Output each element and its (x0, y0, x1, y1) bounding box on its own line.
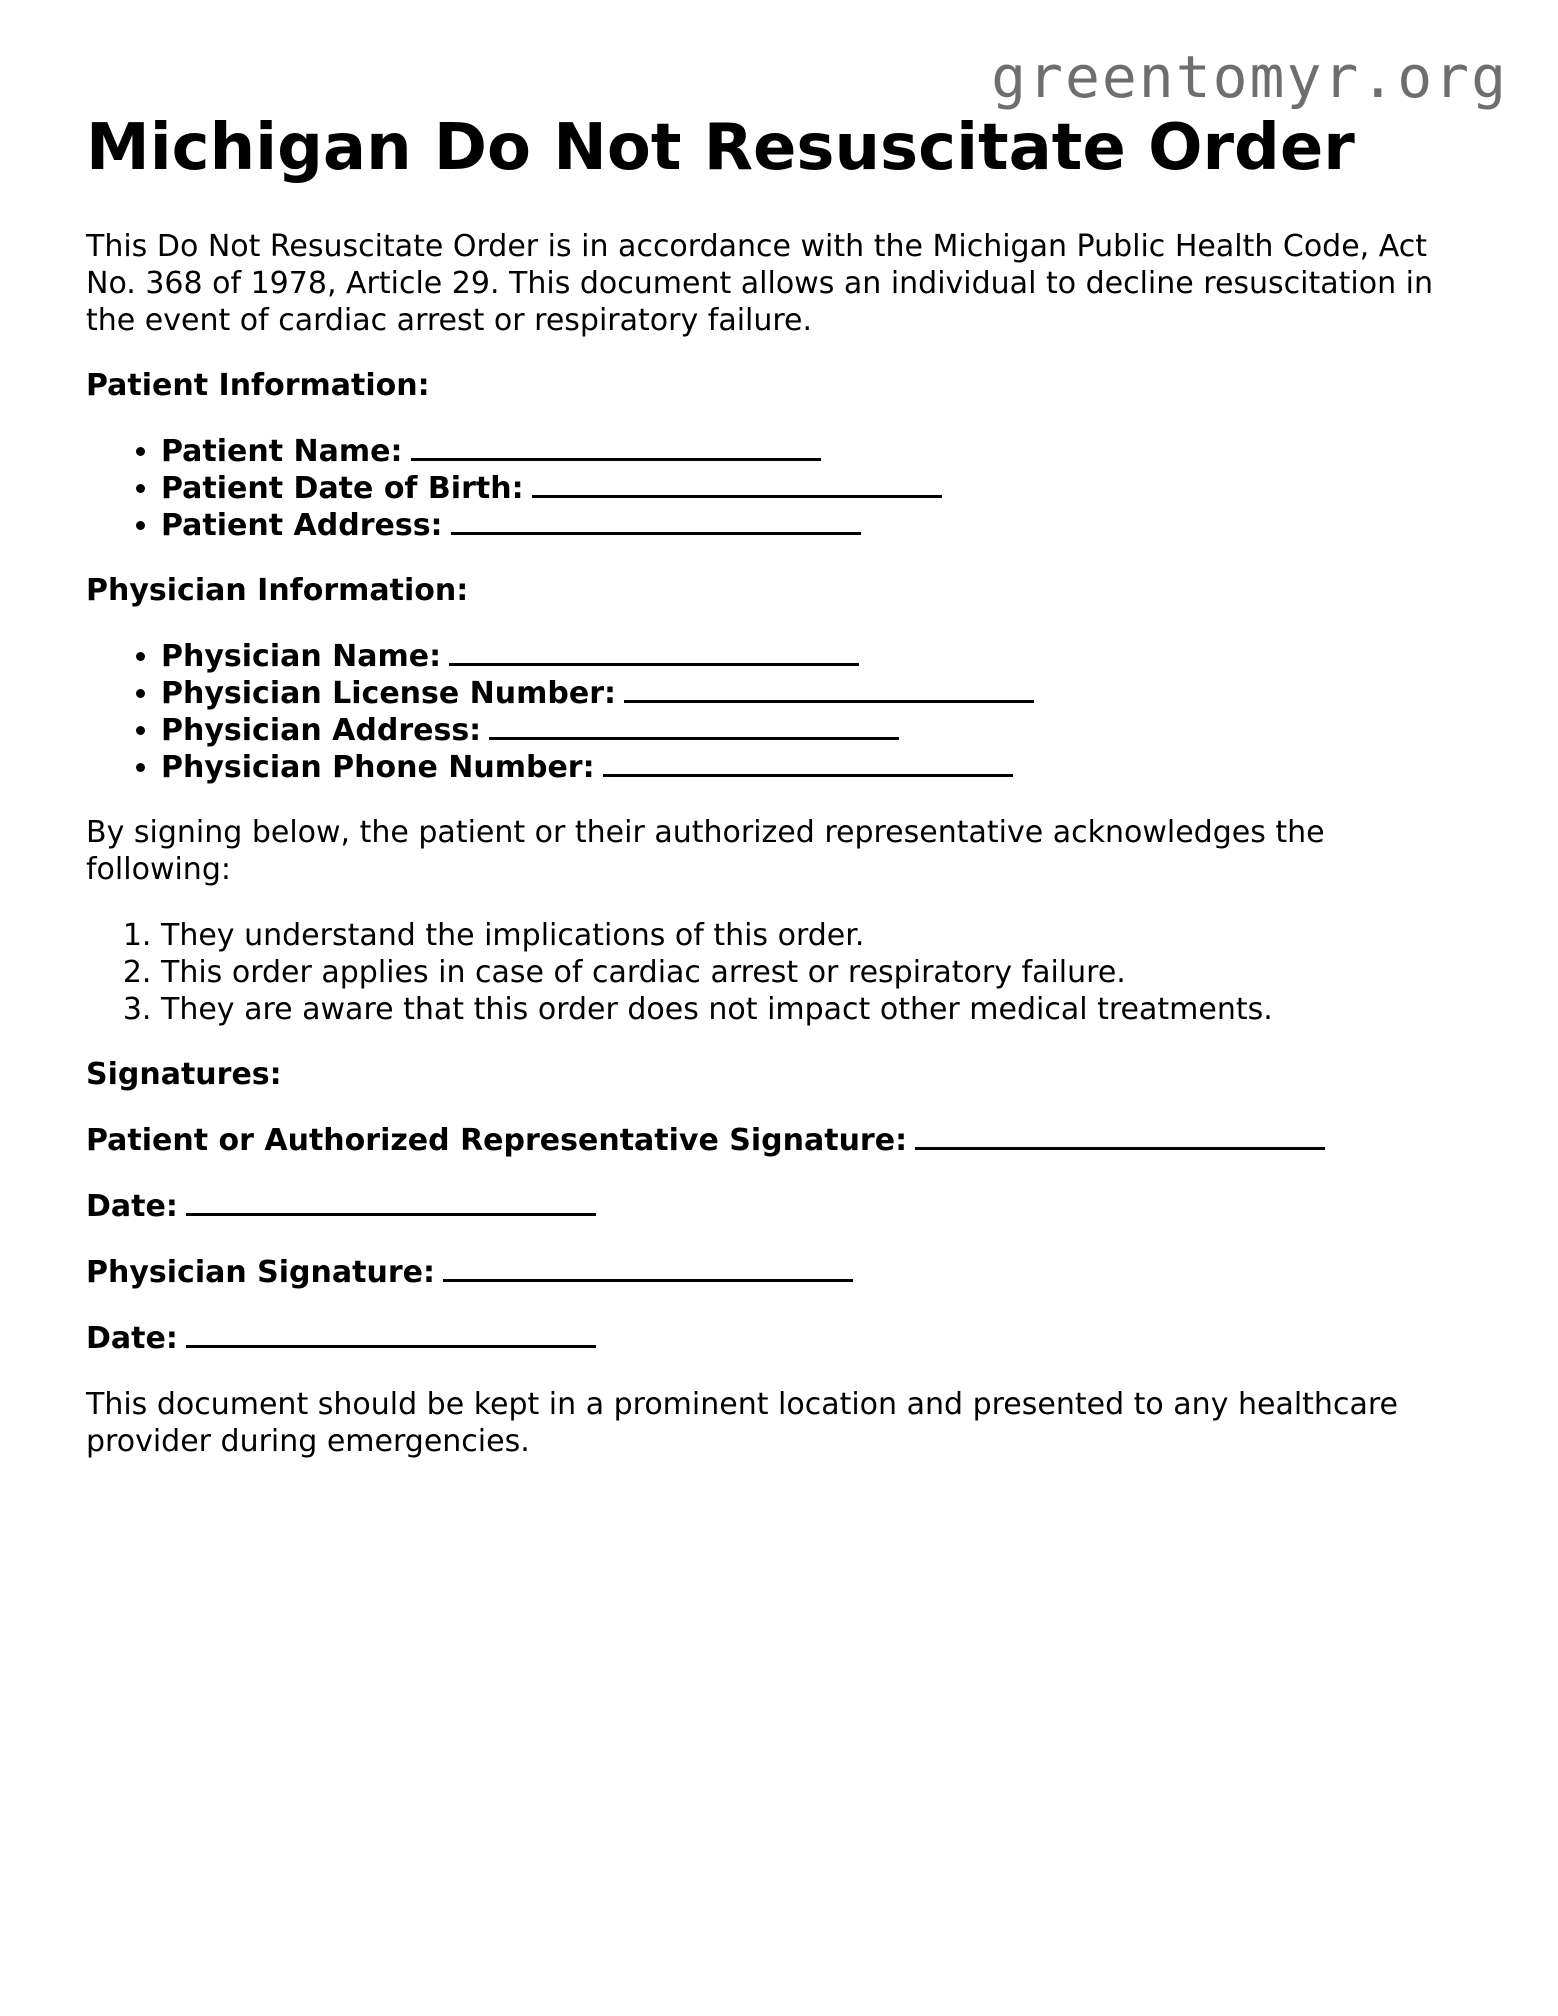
document-page (86, 108, 1486, 1460)
physician-signature-blank (443, 1254, 853, 1282)
physician-address-blank (489, 712, 899, 740)
document-title: Michigan Do Not Resuscitate Order (86, 111, 1355, 185)
field-label: Patient Address: (161, 508, 443, 543)
patient-date-blank (186, 1188, 596, 1216)
patient-info-list (86, 433, 1486, 544)
physician-name-field (161, 638, 1486, 675)
patient-signature-blank (915, 1122, 1325, 1150)
physician-phone-blank (603, 749, 1013, 777)
physician-date-line (86, 1320, 1486, 1357)
list-item: 3. They are aware that this order does not impact other medical treatments. (161, 991, 1486, 1028)
physician-info-list (86, 638, 1486, 786)
field-label: Physician Name: (161, 639, 442, 674)
physician-signature-line (86, 1254, 1486, 1291)
patient-signature-line (86, 1122, 1486, 1159)
physician-address-field (161, 712, 1486, 749)
field-label: Physician License Number: (161, 676, 617, 711)
patient-address-field (161, 507, 1486, 544)
field-label: Date: (86, 1189, 178, 1224)
watermark-text: greentomyr.org (991, 43, 1508, 111)
intro-paragraph: This Do Not Resuscitate Order is in accordance with the Michigan Public Health Code, Act No. 368 of 1978, Article 29. This document allows an individual to decline resuscitation in the event of cardiac arrest or respiratory failure. (86, 229, 1433, 338)
acknowledgement-paragraph: By signing below, the patient or their authorized representative acknowledges the following: (86, 815, 1325, 887)
physician-name-blank (449, 638, 859, 666)
list-item: 1. They understand the implications of this order. (161, 917, 1486, 954)
field-label: Patient or Authorized Representative Signature: (86, 1123, 908, 1158)
physician-license-blank (624, 675, 1034, 703)
field-label: Physician Phone Number: (161, 750, 595, 785)
patient-dob-blank (532, 470, 942, 498)
physician-license-field (161, 675, 1486, 712)
patient-address-blank (451, 507, 861, 535)
patient-info-heading: Patient Information: (86, 368, 430, 403)
acknowledgement-list (86, 917, 1486, 1028)
field-label: Patient Name: (161, 434, 403, 469)
physician-phone-field (161, 749, 1486, 786)
patient-dob-field (161, 470, 1486, 507)
field-label: Physician Signature: (86, 1255, 435, 1290)
physician-info-heading: Physician Information: (86, 573, 469, 608)
closing-paragraph: This document should be kept in a prominent location and presented to any healthcare provider during emergencies. (86, 1387, 1398, 1459)
patient-date-line (86, 1188, 1486, 1225)
patient-name-blank (411, 433, 821, 461)
signatures-heading: Signatures: (86, 1057, 282, 1092)
physician-date-blank (186, 1320, 596, 1348)
field-label: Physician Address: (161, 713, 482, 748)
list-item: 2. This order applies in case of cardiac arrest or respiratory failure. (161, 954, 1486, 991)
field-label: Date: (86, 1321, 178, 1356)
field-label: Patient Date of Birth: (161, 471, 524, 506)
patient-name-field (161, 433, 1486, 470)
